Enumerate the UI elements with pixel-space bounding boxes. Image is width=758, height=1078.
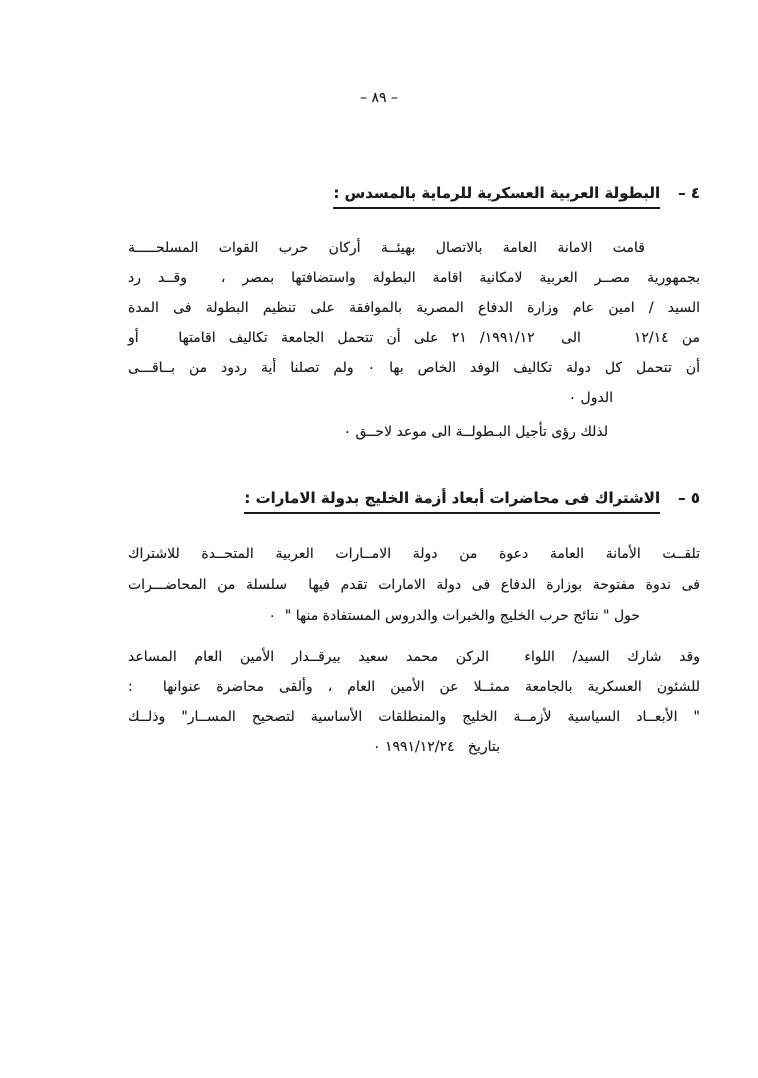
page-number: – ٨٩ – bbox=[360, 90, 398, 106]
paragraph-line: للشئون العسكرية بالجامعة ممثــلا عن الأمين العام ، وألقى محاضرة عنوانها : bbox=[128, 679, 700, 695]
section-5-paragraph-2 bbox=[128, 642, 700, 762]
section-4-heading bbox=[128, 184, 700, 209]
section-5-heading bbox=[128, 489, 700, 514]
paragraph-line: فى ندوة مفتوحة بوزارة الدفاع فى دولة الامارات تقدم فيها سلسلة من المحاضـــرات bbox=[128, 577, 700, 593]
paragraph-line: " الأبعــاد السياسية لأزمــة الخليج والمنطلقات الأساسية لتصحيح المســار" وذلــك bbox=[128, 709, 700, 725]
section-5-paragraph-1 bbox=[128, 539, 700, 632]
section-4-conclusion-line: لذلك رؤى تأجيل البـطولــة الى موعد لاحــق ٠ bbox=[343, 424, 608, 440]
paragraph-line: تلقــت الأمانة العامة دعوة من دولة الامــارات العربية المتحــدة للاشتراك bbox=[128, 546, 700, 562]
paragraph-line: أن تتحمل كل دولة تكاليف الوفد الخاص بها ٠ ولم تصلنا أية ردود من بــاقـــى bbox=[128, 360, 700, 376]
paragraph-line: قامت الامانة العامة بالاتصال بهيئــة أركان حرب القوات المسلحـــــة bbox=[128, 240, 645, 256]
paragraph-line: حول " نتائج حرب الخليج والخبرات والدروس المستفادة منها " ٠ bbox=[268, 608, 640, 624]
section-5-number: ٥ – bbox=[678, 489, 700, 507]
section-5-title: الاشتراك فى محاضرات أبعاد أزمة الخليج بدولة الامارات : bbox=[244, 489, 660, 514]
section-4-title: البطولة العربية العسكرية للرماية بالمسدس : bbox=[333, 184, 660, 209]
paragraph-line: بتاريخ ١٩٩١/١٢/٢٤ ٠ bbox=[372, 739, 500, 755]
paragraph-line: بجمهورية مصــر العربية لامكانية اقامة البطولة واستضافتها بمصر ، وقــد رد bbox=[128, 270, 700, 286]
paragraph-line: السيد / امين عام وزارة الدفاع المصرية بالموافقة على تنظيم البطولة فى المدة bbox=[128, 300, 700, 316]
section-4-number: ٤ – bbox=[678, 184, 700, 202]
paragraph-line: وقد شارك السيد/ اللواء الركن محمد سعيد بيرقــدار الأمين العام المساعد bbox=[128, 649, 700, 665]
paragraph-line: الدول ٠ bbox=[568, 390, 613, 406]
section-4-paragraph bbox=[128, 233, 700, 413]
paragraph-line: من ١٢/١٤ الى ⁦١٩٩١/١٢/ ٢١⁩ على أن تتحمل الجامعة تكاليف اقامتها أو bbox=[128, 330, 701, 346]
